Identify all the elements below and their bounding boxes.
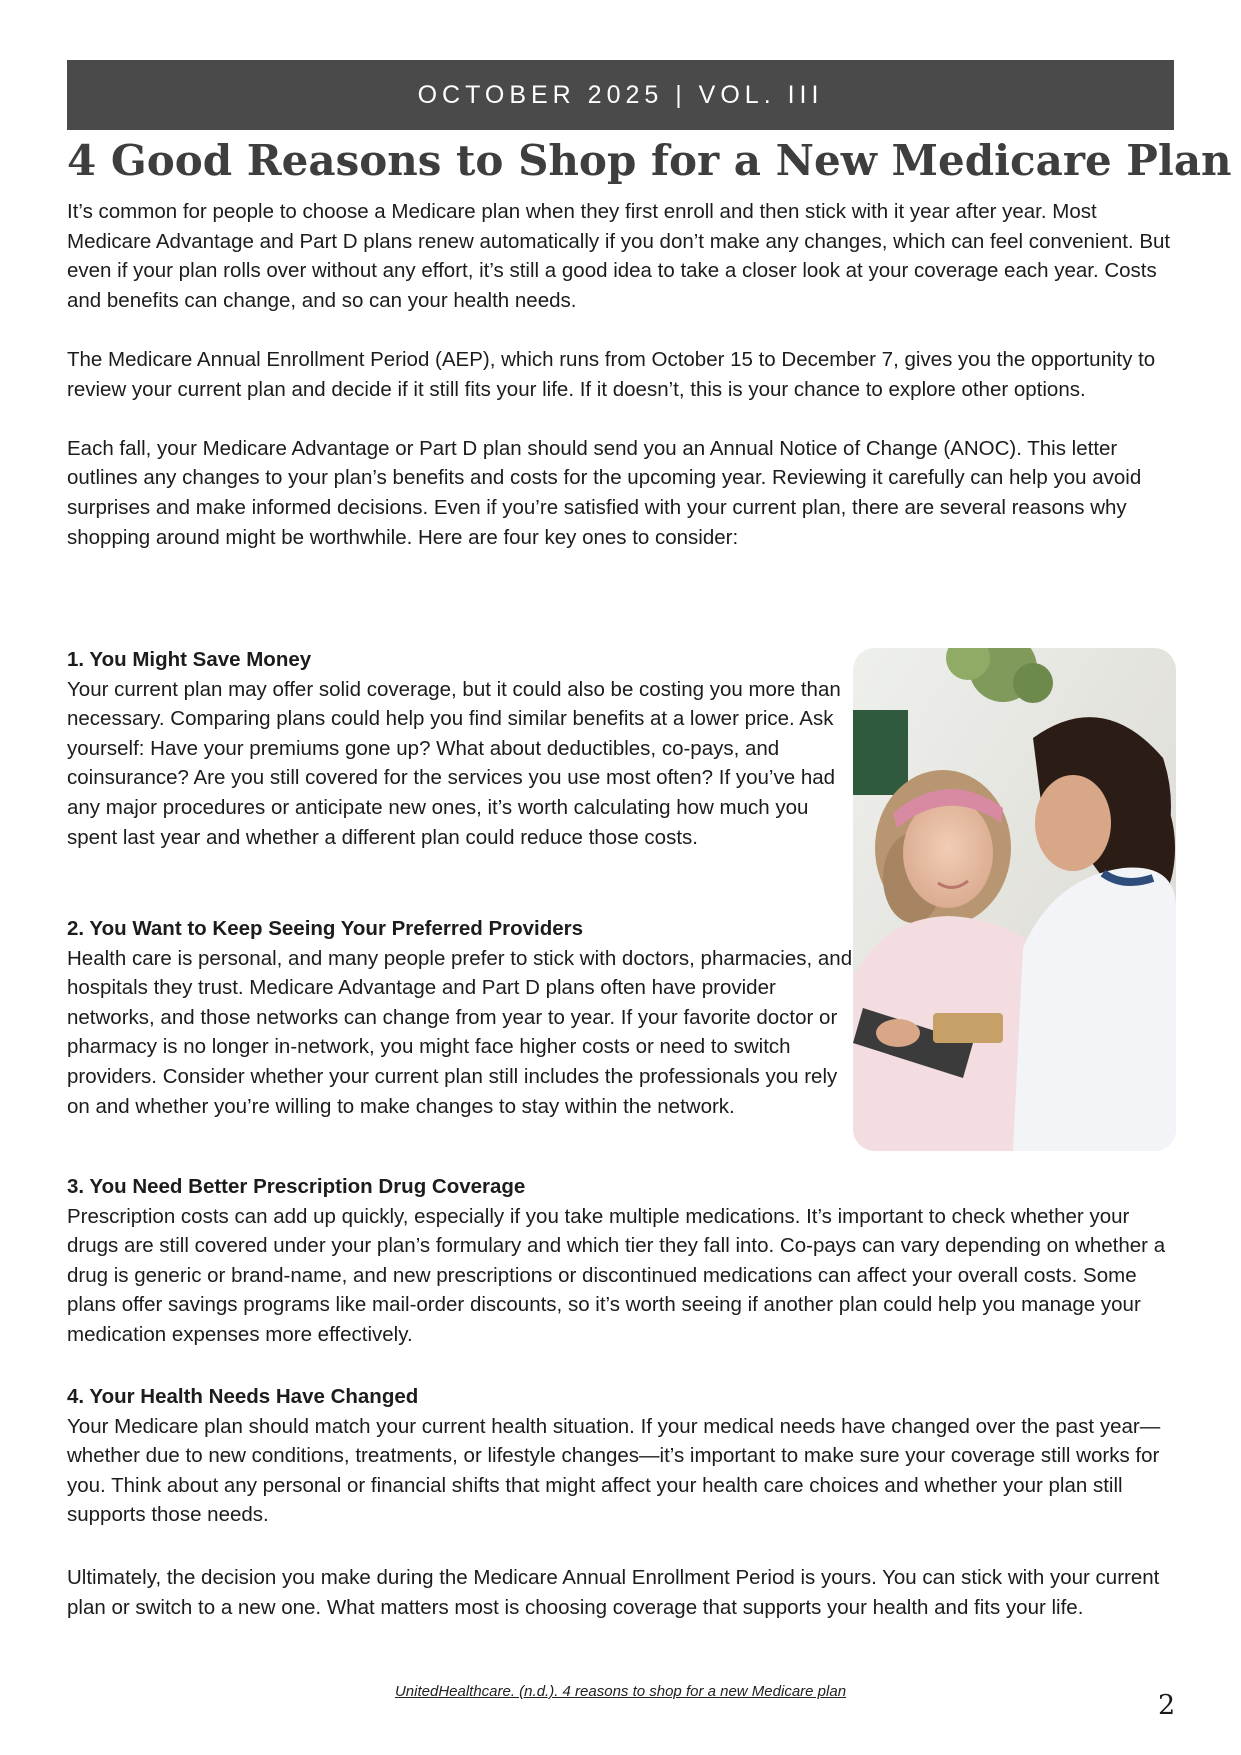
- page-number: 2: [1158, 1690, 1176, 1721]
- reason-1: [67, 645, 847, 852]
- reason-heading: 3. You Need Better Prescription Drug Coverage: [67, 1175, 526, 1198]
- article-photo: [853, 648, 1176, 1151]
- reason-heading: 2. You Want to Keep Seeing Your Preferred Providers: [67, 917, 584, 940]
- reason-4: [67, 1382, 1179, 1530]
- header-banner: [67, 60, 1174, 130]
- intro-paragraph: Each fall, your Medicare Advantage or Part D plan should send you an Annual Notice of Change (ANOC). This letter outlines any changes to your plan’s benefits and costs for the upcoming year. Reviewing it carefully can help you avoid surprises and make informed decisions. Even if you’re satisfied with your current plan, there are several reasons why shopping around might be worthwhile. Here are four key ones to consider:: [67, 436, 1142, 549]
- issue-date: OCTOBER 2025 | VOL. III: [417, 80, 824, 109]
- reason-body: Health care is personal, and many people prefer to stick with doctors, pharmacies, and hospitals they trust. Medicare Advantage and Part D plans often have provider networks, and those networks can change from year to year. If your favorite doctor or pharmacy is no longer in-network, you might face higher costs or need to switch providers. Consider whether your current plan still includes the professionals you rely on and whether you’re willing to make changes to stay within the network.: [67, 946, 853, 1118]
- reason-3: [67, 1172, 1179, 1350]
- reason-2: [67, 914, 857, 1121]
- reason-heading: 1. You Might Save Money: [67, 648, 312, 671]
- closing-paragraph: Ultimately, the decision you make during the Medicare Annual Enrollment Period is yours. You can stick with your current plan or switch to a new one. What matters most is choosing coverage that supports your health and fits your life.: [67, 1566, 1160, 1619]
- citation-link[interactable]: UnitedHealthcare. (n.d.). 4 reasons to shop for a new Medicare plan: [394, 1683, 847, 1700]
- intro-paragraph: It’s common for people to choose a Medicare plan when they first enroll and then stick with it year after year. Most Medicare Advantage and Part D plans renew automatically if you don’t make any changes, which can feel convenient. But even if your plan rolls over without any effort, it’s still a good idea to take a closer look at your coverage each year. Costs and benefits can change, and so can your health needs.: [67, 200, 1171, 312]
- intro-section: [67, 197, 1179, 582]
- reason-body: Your Medicare plan should match your current health situation. If your medical needs have changed over the past year—whether due to new conditions, treatments, or lifestyle changes—it’s important to make sure your coverage still works for you. Think about any personal or financial shifts that might affect your health care choices and whether your plan still supports those needs.: [67, 1414, 1161, 1527]
- reason-body: Your current plan may offer solid coverage, but it could also be costing you more than necessary. Comparing plans could help you find similar benefits at a lower price. Ask yourself: Have your premiums gone up? What about deductibles, co-pays, and coinsurance? Are you still covered for the services you use most often? If you’ve had any major procedures or anticipate new ones, it’s worth calculating how much you spent last year and whether a different plan could reduce those costs.: [67, 677, 841, 849]
- reason-body: Prescription costs can add up quickly, especially if you take multiple medications. It’s important to check whether your drugs are still covered under your plan’s formulary and which tier they fall into. Co-pays can vary depending on whether a drug is generic or brand-name, and new prescriptions or discontinued medications can affect your overall costs. Some plans offer savings programs like mail-order discounts, so it’s worth seeing if another plan could help you manage your medication expenses more effectively.: [67, 1204, 1166, 1346]
- article-title: 4 Good Reasons to Shop for a New Medicare Plan: [67, 136, 1232, 185]
- intro-paragraph: The Medicare Annual Enrollment Period (AEP), which runs from October 15 to December 7, gives you the opportunity to review your current plan and decide if it still fits your life. If it doesn’t, this is your chance to explore other options.: [67, 347, 1156, 401]
- reason-heading: 4. Your Health Needs Have Changed: [67, 1385, 419, 1408]
